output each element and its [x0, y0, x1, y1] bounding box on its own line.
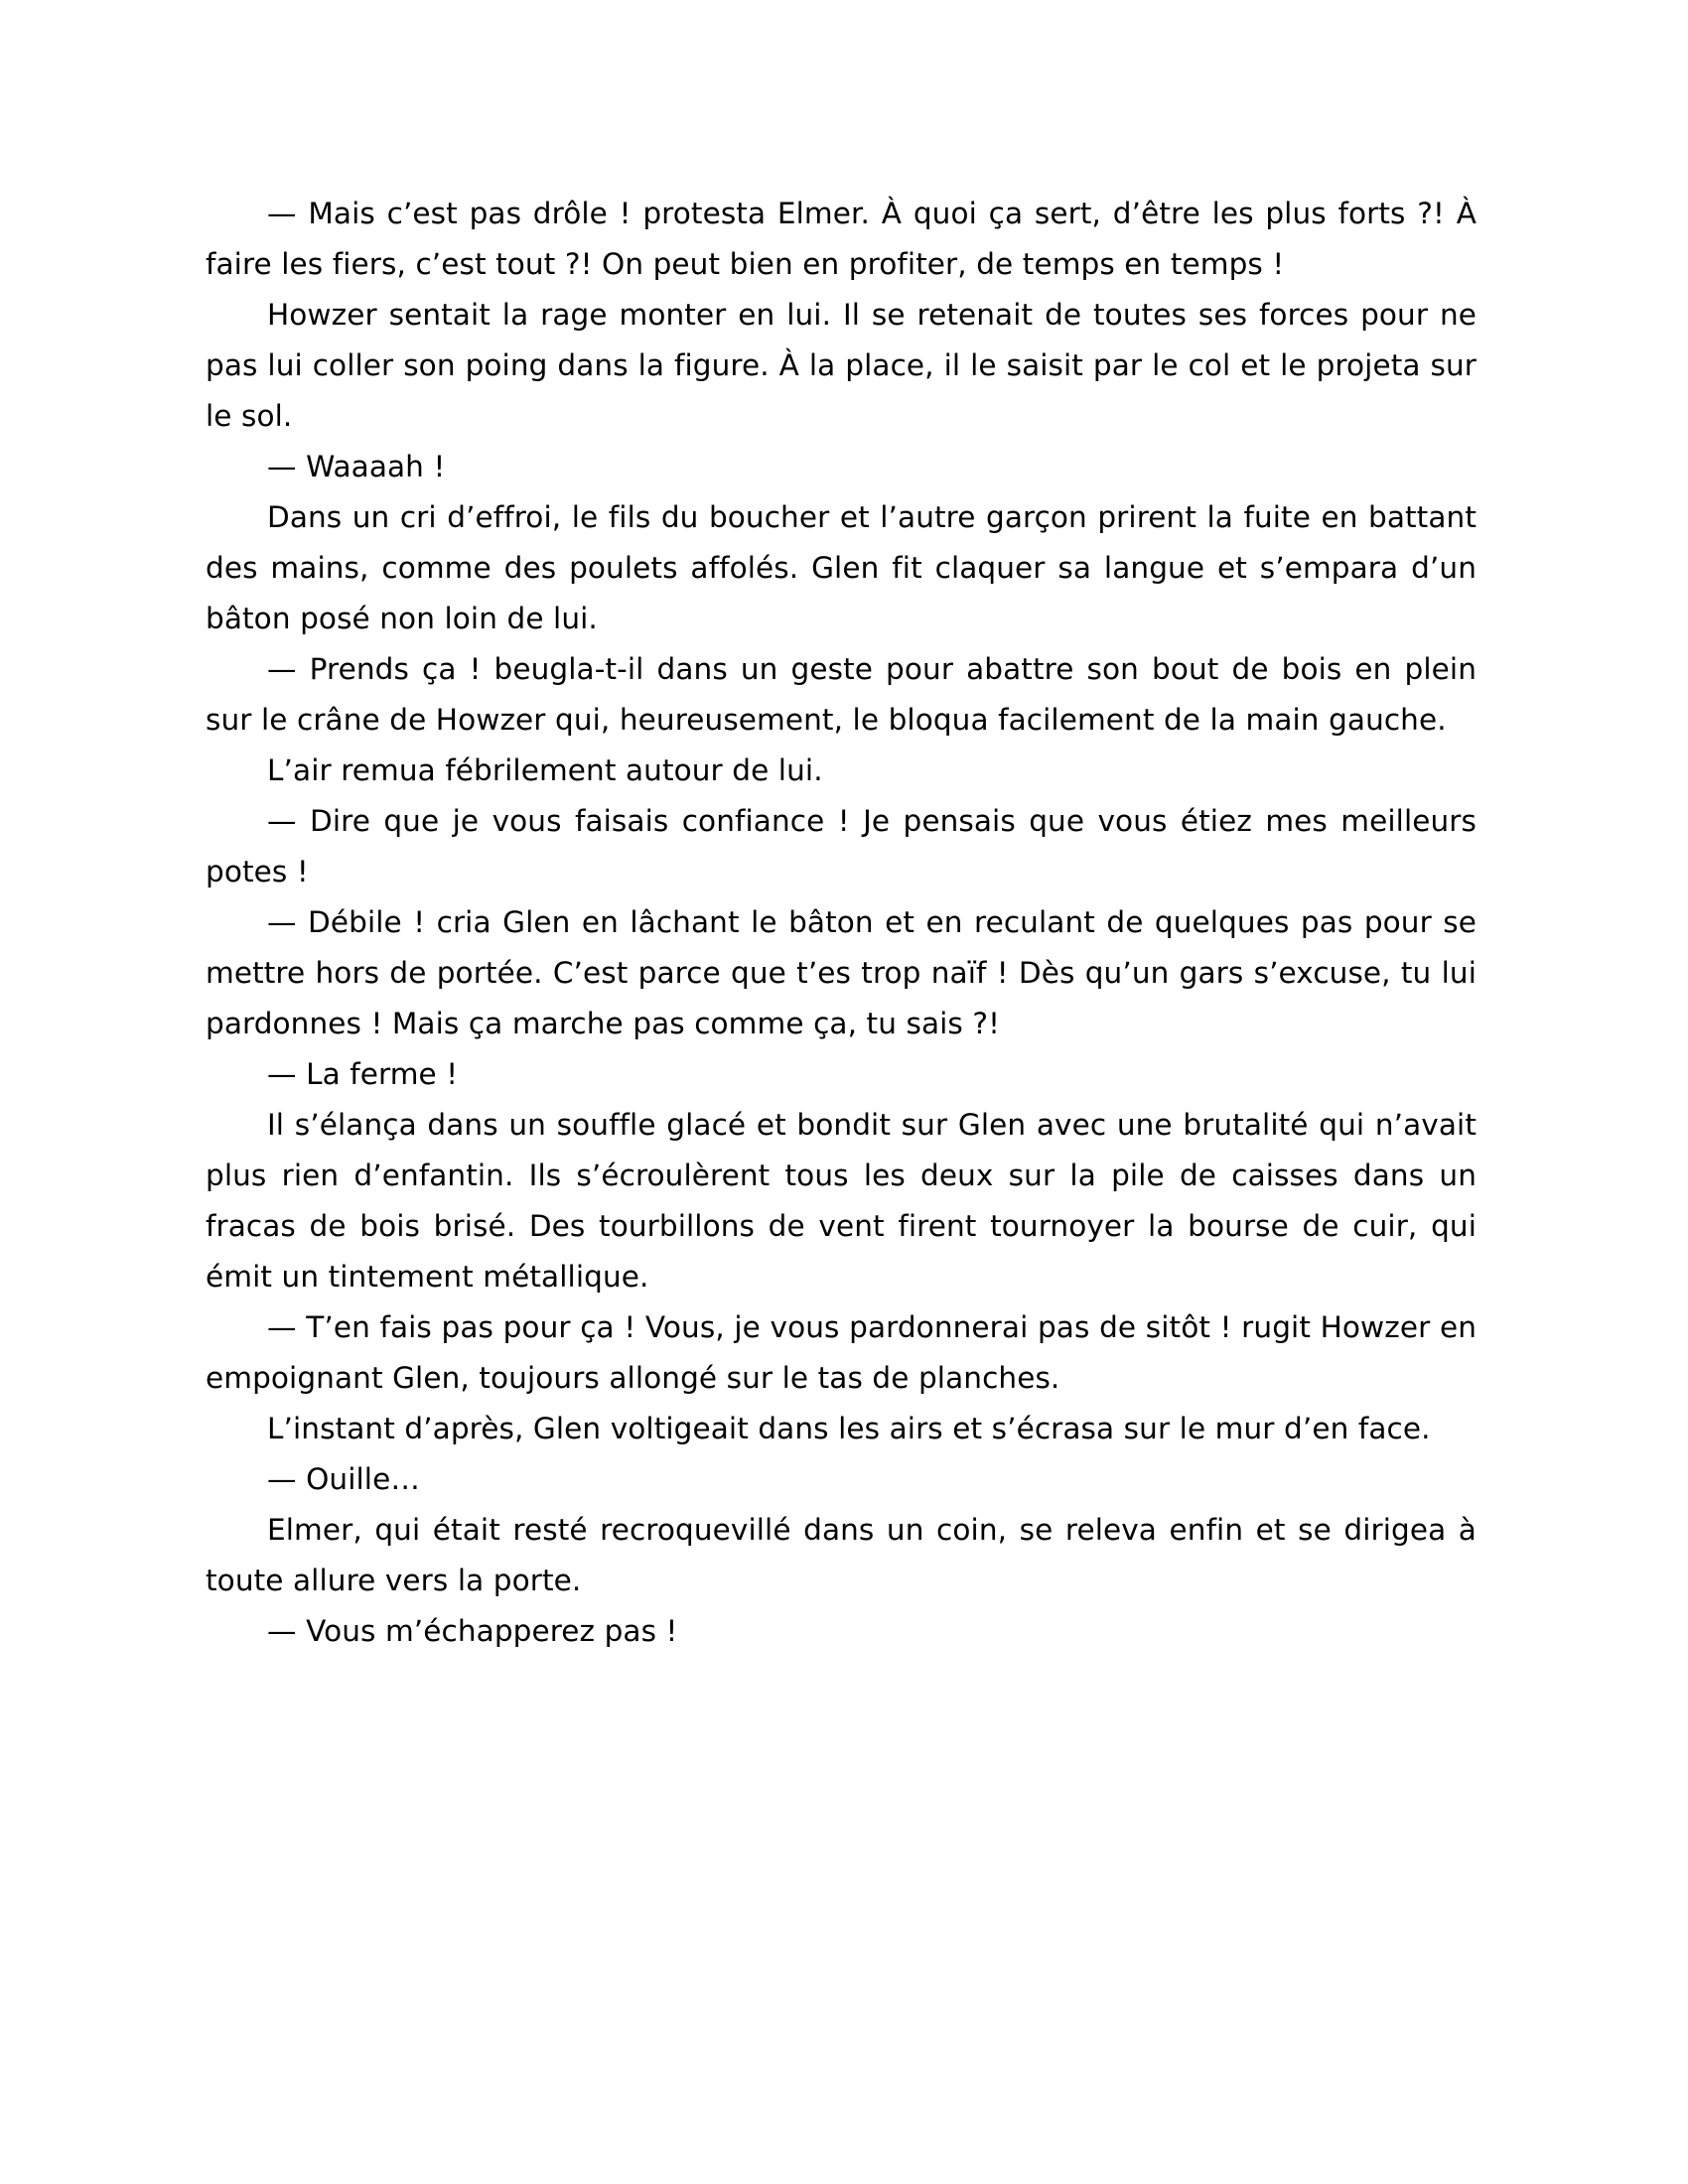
paragraph: L’air remua fébrilement autour de lui.	[267, 753, 823, 787]
paragraph: — Ouille…	[267, 1462, 420, 1496]
paragraph: — T’en fais pas pour ça ! Vous, je vous pardonnerai pas de sitôt ! rugit Howzer en empoignant Glen, toujours allongé sur le tas de planches.	[206, 1310, 1477, 1395]
paragraph: — Prends ça ! beugla-t-il dans un geste pour abattre son bout de bois en plein sur le crâne de Howzer qui, heureusement, le bloqua facilement de la main gauche.	[206, 652, 1477, 737]
paragraph: Howzer sentait la rage monter en lui. Il se retenait de toutes ses forces pour ne pas lui coller son poing dans la figure. À la place, il le saisit par le col et le projeta sur le sol.	[206, 298, 1477, 433]
paragraph: Il s’élança dans un souffle glacé et bondit sur Glen avec une brutalité qui n’avait plus rien d’enfantin. Ils s’écroulèrent tous les deux sur la pile de caisses dans un fracas de bois brisé. Des tourbillons de vent firent tournoyer la bourse de cuir, qui émit un tintement métallique.	[206, 1108, 1477, 1294]
paragraph: Dans un cri d’effroi, le fils du boucher et l’autre garçon prirent la fuite en battant des mains, comme des poulets affolés. Glen fit claquer sa langue et s’empara d’un bâton posé non loin de lui.	[206, 500, 1477, 635]
paragraph: — Waaaah !	[267, 450, 446, 483]
paragraph: L’instant d’après, Glen voltigeait dans les airs et s’écrasa sur le mur d’en face.	[267, 1412, 1431, 1445]
paragraph: — Débile ! cria Glen en lâchant le bâton et en reculant de quelques pas pour se mettre hors de portée. C’est parce que t’es trop naïf ! Dès qu’un gars s’excuse, tu lui pardonnes ! Mais ça marche pas comme ça, tu sais ?!	[206, 905, 1477, 1040]
paragraph: — Mais c’est pas drôle ! protesta Elmer. À quoi ça sert, d’être les plus forts ?! À faire les fiers, c’est tout ?! On peut bien en profiter, de temps en temps !	[206, 197, 1477, 281]
paragraph: — Dire que je vous faisais confiance ! Je pensais que vous étiez mes meilleurs potes !	[206, 804, 1477, 888]
paragraph: Elmer, qui était resté recroquevillé dans un coin, se releva enfin et se dirigea à toute allure vers la porte.	[206, 1513, 1477, 1597]
paragraph: — Vous m’échapperez pas !	[267, 1614, 678, 1648]
body-text-block	[206, 189, 1477, 1657]
paragraph: — La ferme !	[267, 1057, 459, 1091]
